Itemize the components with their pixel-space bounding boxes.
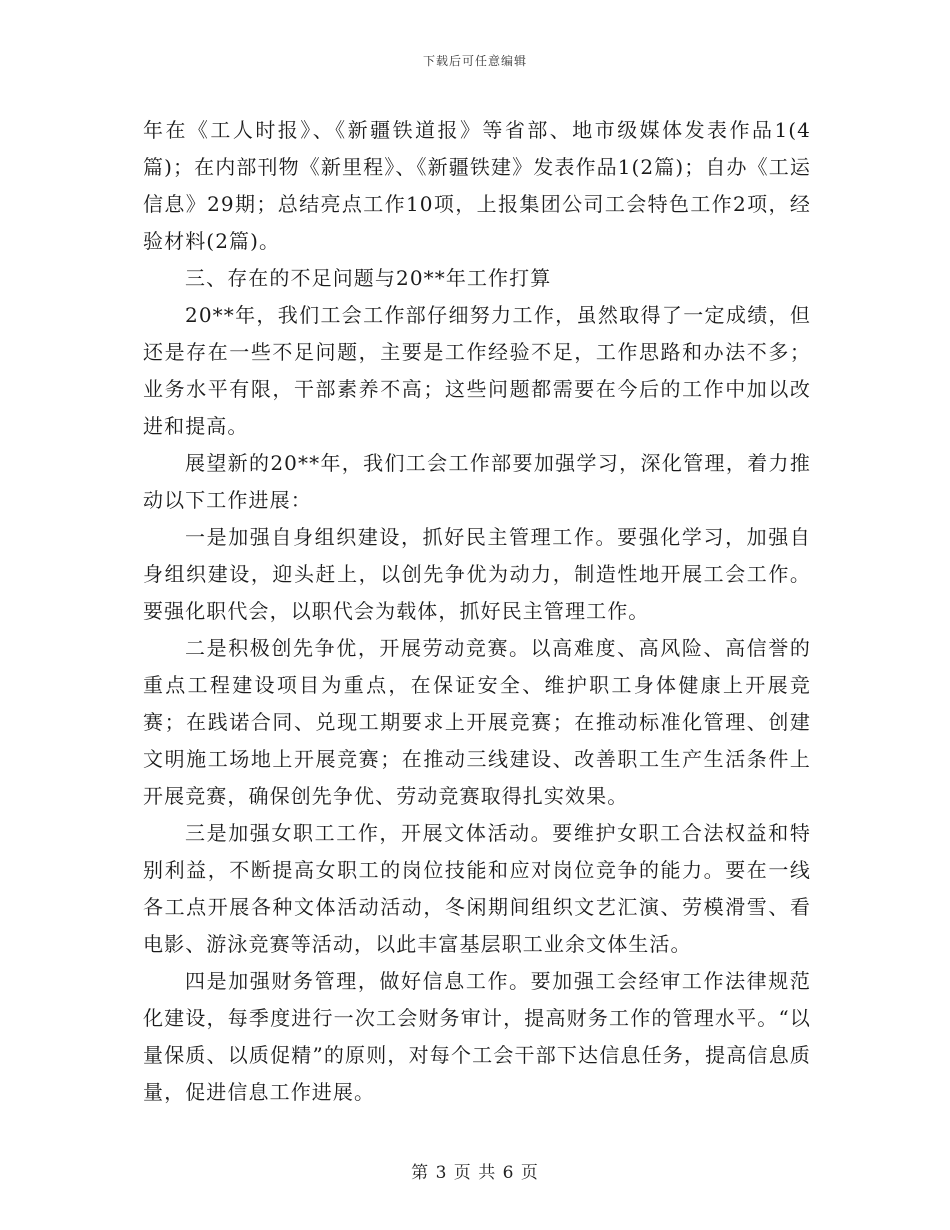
paragraph-publications: 年在《工人时报》、《新疆铁道报》等省部、地市级媒体发表作品1(4篇)；在内部刊物《新里程》、《新疆铁建》发表作品1(2篇)；自办《工运信息》29期；总结亮点工作10项，上报集团公司工会特色工作2项，经验材料(2篇)。 [143, 118, 811, 253]
paragraph-shortcomings: 20**年，我们工会工作部仔细努力工作，虽然取得了一定成绩，但还是存在一些不足问题，主要是工作经验不足，工作思路和办法不多；业务水平有限，干部素养不高；这些问题都需要在今后的工作中加以改进和提高。 [143, 303, 811, 438]
paragraph-point-four: 四是加强财务管理，做好信息工作。要加强工会经审工作法律规范化建设，每季度进行一次工会财务审计，提高财务工作的管理水平。“以量保质、以质促精”的原则，对每个工会干部下达信息任务，提高信息质量，促进信息工作进展。 [143, 969, 811, 1104]
paragraph-point-one: 一是加强自身组织建设，抓好民主管理工作。要强化学习，加强自身组织建设，迎头赶上，以创先争优为动力，制造性地开展工会工作。要强化职代会，以职代会为载体，抓好民主管理工作。 [143, 525, 811, 623]
paragraph-point-three: 三是加强女职工工作，开展文体活动。要维护女职工合法权益和特别利益，不断提高女职工的岗位技能和应对岗位竞争的能力。要在一线各工点开展各种文体活动活动，冬闲期间组织文艺汇演、劳模滑雪、看电影、游泳竞赛等活动，以此丰富基层职工业余文体生活。 [143, 821, 811, 956]
paragraph-outlook: 展望新的20**年，我们工会工作部要加强学习，深化管理，着力推动以下工作进展： [143, 451, 811, 512]
section-heading-problems-and-plans: 三、存在的不足问题与20**年工作打算 [185, 266, 552, 290]
page-number: 第 3 页 共 6 页 [411, 1163, 539, 1183]
paragraph-point-two: 二是积极创先争优，开展劳动竞赛。以高难度、高风险、高信誉的重点工程建设项目为重点，在保证安全、维护职工身体健康上开展竞赛；在践诺合同、兑现工期要求上开展竞赛；在推动标准化管理、创建文明施工场地上开展竞赛；在推动三线建设、改善职工生产生活条件上开展竞赛，确保创先争优、劳动竞赛取得扎实效果。 [143, 636, 811, 808]
page-header: 下载后可任意编辑 [422, 54, 527, 68]
document-body [143, 112, 811, 1111]
